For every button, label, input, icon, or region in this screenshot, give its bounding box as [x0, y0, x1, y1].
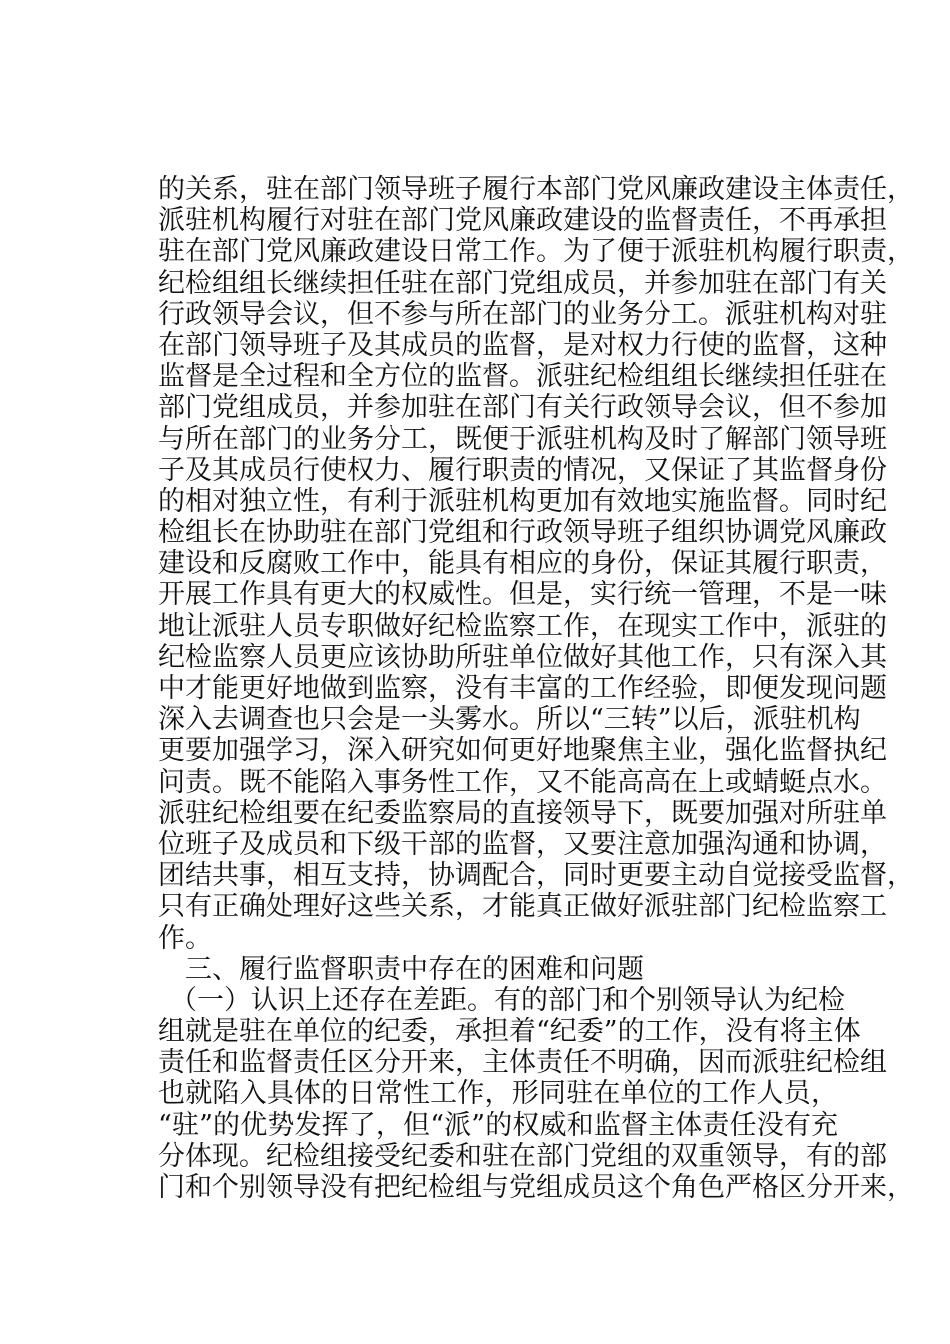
text-line: 驻在部门党风廉政建设日常工作。为了便于派驻机构履行职责，: [158, 236, 914, 268]
text-line: 监督是全过程和全方位的监督。派驻纪检组组长继续担任驻在: [158, 361, 887, 393]
text-line: 位班子及成员和下级干部的监督，又要注意加强沟通和协调，: [158, 828, 887, 860]
text-line: 责任和监督责任区分开来，主体责任不明确，因而派驻纪检组: [158, 1047, 887, 1079]
text-line: 的关系，驻在部门领导班子履行本部门党风廉政建设主体责任，: [158, 174, 914, 205]
document-body: [158, 174, 914, 1203]
paragraph: [158, 984, 914, 1203]
text-line: 地让派驻人员专职做好纪检监察工作，在现实工作中，派驻的: [158, 610, 887, 642]
text-line: 只有正确处理好这些关系，才能真正做好派驻部门纪检监察工: [158, 891, 887, 923]
text-line: 问责。既不能陷入事务性工作，又不能高高在上或蜻蜓点水。: [158, 766, 887, 798]
text-line: 派驻纪检组要在纪委监察局的直接领导下，既要加强对所驻单: [158, 797, 887, 829]
text-line: 部门党组成员，并参加驻在部门有关行政领导会议，但不参加: [158, 392, 887, 424]
text-line: 中才能更好地做到监察，没有丰富的工作经验，即便发现问题: [158, 673, 887, 704]
text-line: 开展工作具有更大的权威性。但是，实行统一管理，不是一味: [158, 579, 887, 611]
text-line: 行政领导会议，但不参与所在部门的业务分工。派驻机构对驻: [158, 298, 887, 330]
text-line: 门和个别领导没有把纪检组与党组成员这个角色严格区分开来，: [158, 1172, 914, 1203]
text-line: 在部门领导班子及其成员的监督，是对权力行使的监督，这种: [158, 329, 887, 361]
text-line: 深入去调查也只会是一头雾水。所以“三转”以后，派驻机构: [158, 704, 861, 736]
text-line: 也就陷入具体的日常性工作，形同驻在单位的工作人员，: [158, 1078, 838, 1110]
text-line: 分体现。纪检组接受纪委和驻在部门党组的双重领导，有的部: [158, 1140, 887, 1172]
section-heading: 三、履行监督职责中存在的困难和问题: [185, 953, 644, 985]
text-line: 团结共事，相互支持，协调配合，同时更要主动自觉接受监督，: [158, 860, 914, 892]
text-line: 纪检组组长继续担任驻在部门党组成员，并参加驻在部门有关: [158, 267, 887, 299]
text-line: （一）认识上还存在差距。有的部门和个别领导认为纪检: [170, 984, 845, 1016]
text-line: 作。: [158, 922, 212, 954]
text-line: “驻”的优势发挥了，但“派”的权威和监督主体责任没有充: [158, 1109, 838, 1141]
text-line: 更要加强学习，深入研究如何更好地聚焦主业，强化监督执纪: [158, 735, 887, 767]
text-line: 派驻机构履行对驻在部门党风廉政建设的监督责任，不再承担: [158, 205, 887, 237]
text-line: 纪检监察人员更应该协助所驻单位做好其他工作，只有深入其: [158, 641, 887, 673]
text-line: 与所在部门的业务分工，既便于派驻机构及时了解部门领导班: [158, 423, 887, 455]
text-line: 的相对独立性，有利于派驻机构更加有效地实施监督。同时纪: [158, 485, 887, 517]
text-line: 检组长在协助驻在部门党组和行政领导班子组织协调党风廉政: [158, 517, 887, 549]
paragraph: [158, 174, 914, 954]
text-line: 组就是驻在单位的纪委，承担着“纪委”的工作，没有将主体: [158, 1016, 861, 1048]
text-line: 子及其成员行使权力、履行职责的情况，又保证了其监督身份: [158, 454, 887, 486]
text-line: 建设和反腐败工作中，能具有相应的身份，保证其履行职责，: [158, 548, 887, 580]
